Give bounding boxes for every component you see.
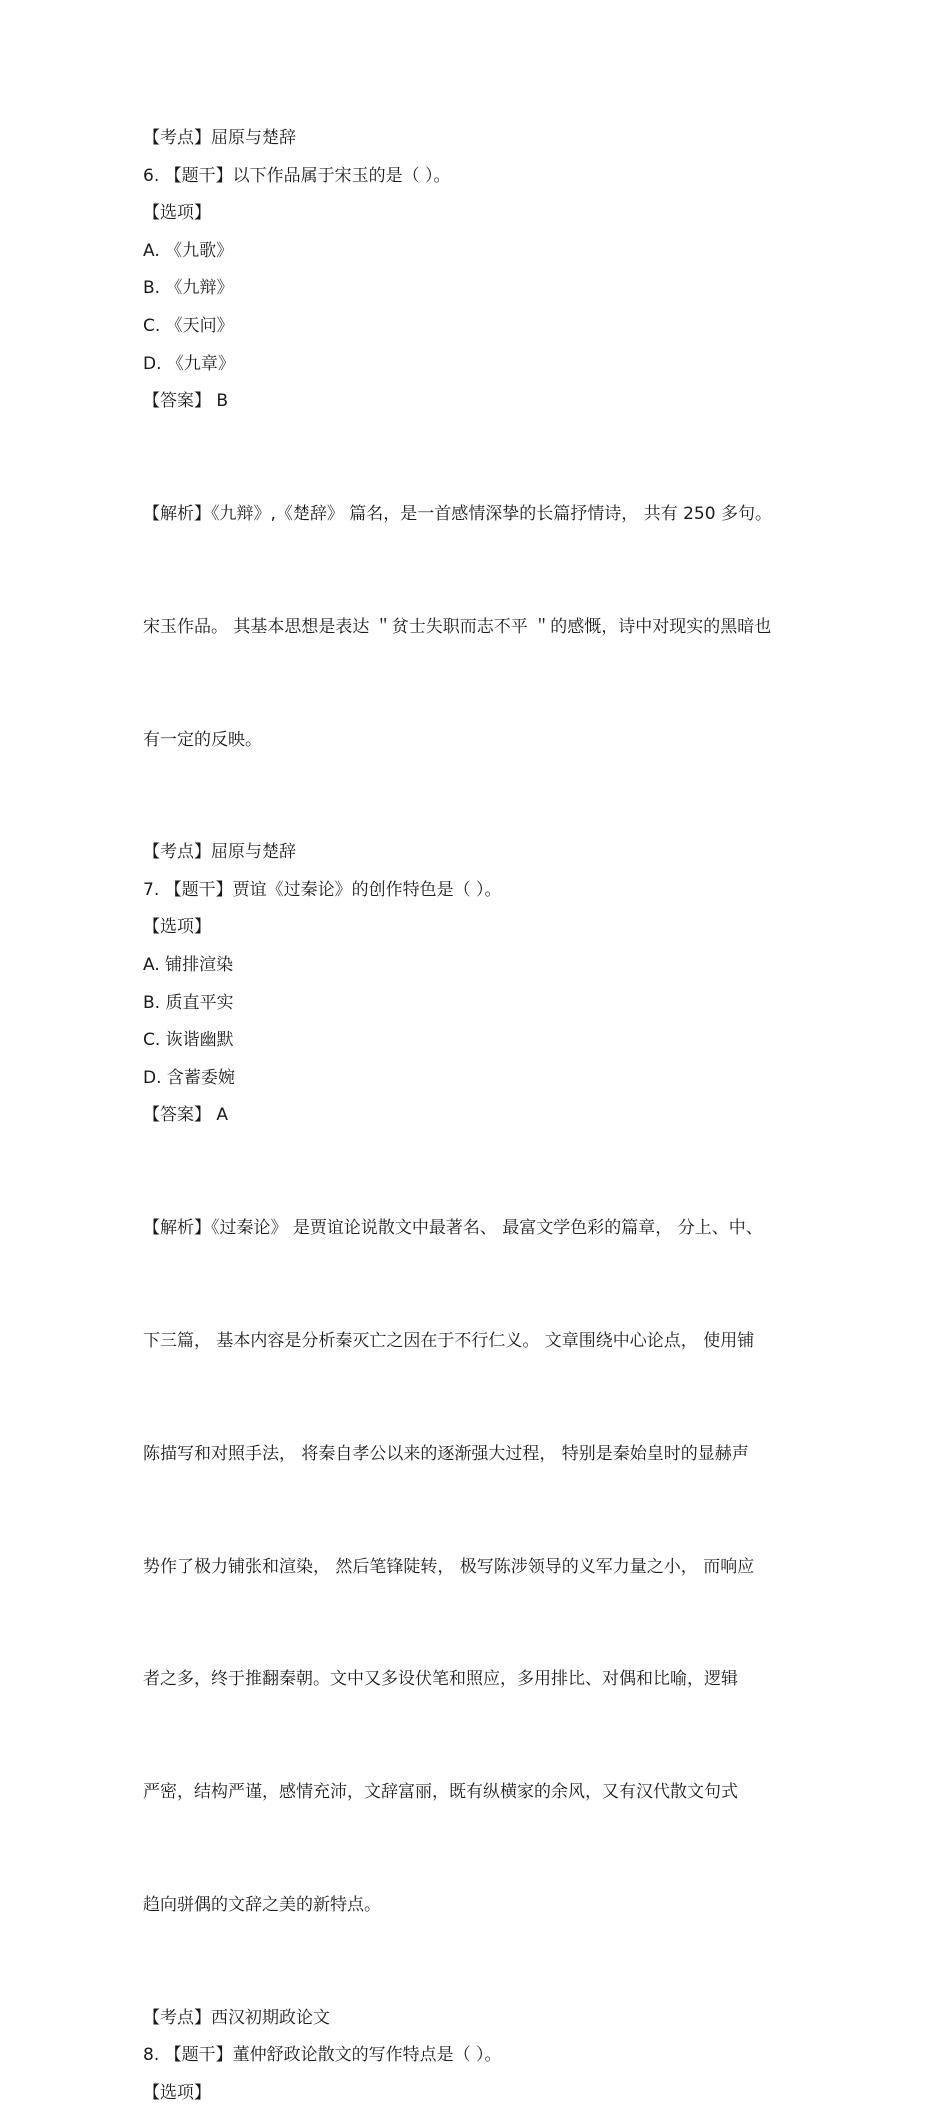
q7-option-a: A. 铺排渲染	[143, 955, 234, 976]
q6-analysis	[143, 421, 813, 835]
q7-stem: 7. 【题干】贾谊《过秦论》的创作特色是（ ）。	[143, 879, 502, 900]
q7-analysis-row: 趋向骈偶的文辞之美的新特点。	[143, 1894, 381, 1915]
q7-analysis	[143, 1135, 813, 2000]
q6-kaodian: 【考点】屈原与楚辞	[143, 842, 296, 863]
q7-option-d: D. 含蓄委婉	[143, 1067, 235, 1088]
q8-stem: 8. 【题干】董仲舒政论散文的写作特点是（ ）。	[143, 2045, 502, 2066]
q6-option-c: C. 《天问》	[143, 315, 234, 336]
document-page	[143, 120, 813, 2112]
q6-analysis-row: 宋玉作品。 其基本思想是表达 ＂贫士失职而志不平 ＂的感慨，诗中对现实的黑暗也	[143, 616, 772, 637]
q6-option-d: D. 《九章》	[143, 353, 235, 374]
q7-options-label: 【选项】	[143, 917, 211, 938]
q7-option-b: B. 质直平实	[143, 992, 234, 1013]
q6-option-a: A. 《九歌》	[143, 240, 234, 261]
q5-kaodian: 【考点】屈原与楚辞	[143, 128, 296, 148]
q7-answer: 【答案】 A	[143, 1105, 229, 1126]
q6-option-b: B. 《九辩》	[143, 278, 234, 299]
q7-analysis-row: 陈描写和对照手法， 将秦自孝公以来的逐渐强大过程， 特别是秦始皇时的显赫声	[143, 1443, 749, 1464]
q6-stem: 6. 【题干】以下作品属于宋玉的是（ ）。	[143, 165, 451, 186]
q7-analysis-row: 者之多，终于推翻秦朝。文中又多设伏笔和照应，多用排比、对偶和比喻，逻辑	[143, 1669, 738, 1690]
q7-kaodian: 【考点】西汉初期政论文	[143, 2007, 330, 2028]
q6-answer: 【答案】 B	[143, 391, 229, 412]
q7-analysis-row: 【解析】《过秦论》 是贾谊论说散文中最著名、 最富文学色彩的篇章， 分上、中、	[143, 1218, 763, 1239]
q7-analysis-row: 严密，结构严谨，感情充沛，文辞富丽，既有纵横家的余风，又有汉代散文句式	[143, 1782, 738, 1803]
q6-analysis-row: 有一定的反映。	[143, 729, 262, 750]
q8-options-label: 【选项】	[143, 2082, 211, 2103]
q7-option-c: C. 诙谐幽默	[143, 1030, 234, 1051]
q6-analysis-row: 【解析】《九辩》,《楚辞》 篇名，是一首感情深挚的长篇抒情诗， 共有 250 多句。	[143, 503, 772, 524]
q7-analysis-row: 势作了极力铺张和渲染， 然后笔锋陡转， 极写陈涉领导的义军力量之小， 而响应	[143, 1556, 755, 1577]
q7-analysis-row: 下三篇， 基本内容是分析秦灭亡之因在于不行仁义。 文章围绕中心论点， 使用铺	[143, 1331, 755, 1351]
q6-options-label: 【选项】	[143, 203, 211, 224]
